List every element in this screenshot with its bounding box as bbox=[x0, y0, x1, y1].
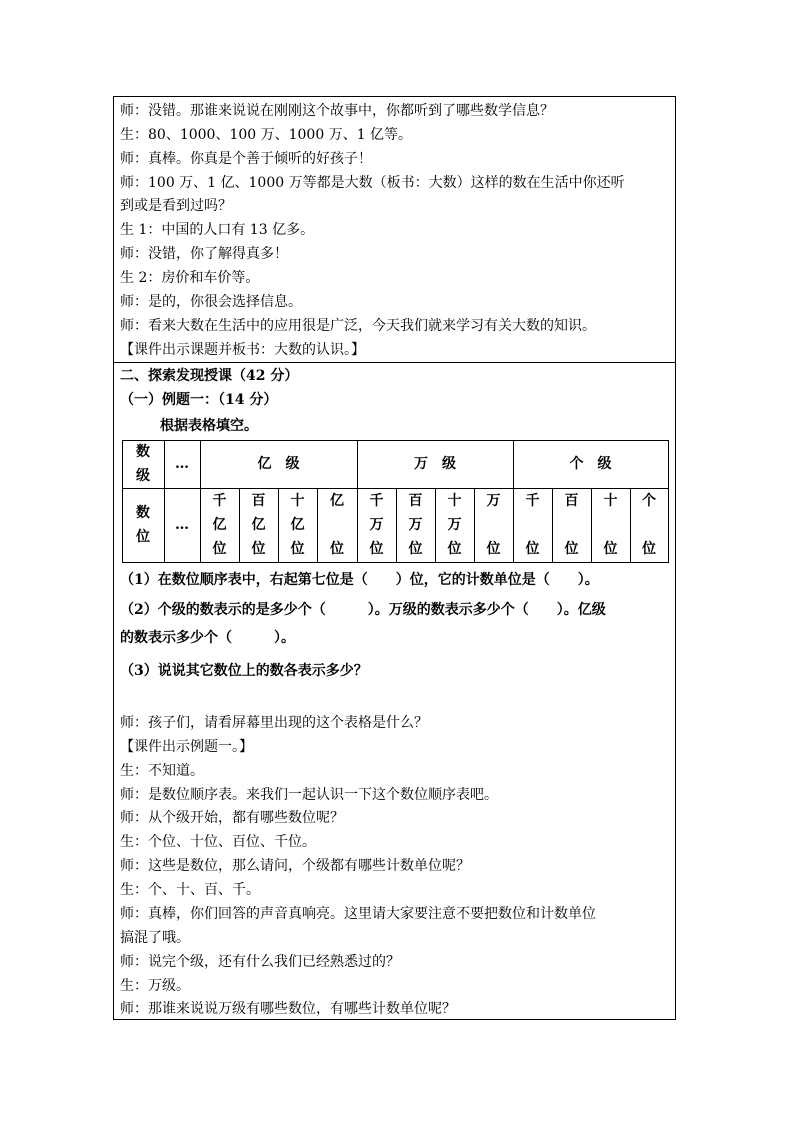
place-cell: 千 万 位 bbox=[369, 493, 384, 557]
place-value-table bbox=[122, 440, 669, 563]
level-ge: 个 级 bbox=[569, 456, 612, 472]
lesson-plan-frame bbox=[113, 96, 676, 1020]
text-line: 师：孩子们，请看屏幕里出现的这个表格是什么？ bbox=[120, 715, 428, 731]
text-line: 师：从个级开始，都有哪些数位呢？ bbox=[120, 810, 344, 826]
text-line: 师：说完个级，还有什么我们已经熟悉过的？ bbox=[120, 954, 400, 970]
text-line: 师：100 万、1 亿、1000 万等都是大数（板书：大数）这样的数在生活中你还听 bbox=[120, 175, 625, 191]
place-cell: 千 位 bbox=[525, 493, 540, 557]
place-cell: 个 位 bbox=[642, 493, 656, 557]
text-line: 搞混了哦。 bbox=[120, 930, 190, 946]
place-cell: 十 位 bbox=[603, 493, 618, 557]
place-cell: 十 万 位 bbox=[447, 493, 462, 557]
text-line: 师：没错。那谁来说说在刚刚这个故事中，你都听到了哪些数学信息？ bbox=[120, 103, 554, 119]
table-row-label-place: 数 位 bbox=[136, 505, 150, 545]
text-line: 生：个、十、百、千。 bbox=[120, 882, 260, 898]
text-line: 师：是数位顺序表。来我们一起认识一下这个数位顺序表吧。 bbox=[120, 787, 498, 803]
text-line: 生 1：中国的人口有 13 亿多。 bbox=[120, 222, 315, 238]
question-3: （3）说说其它数位上的数各表示多少？ bbox=[120, 663, 368, 679]
text-line: 师：这些是数位，那么请问，个级都有哪些计数单位呢？ bbox=[120, 858, 470, 874]
text-line: 生：万级。 bbox=[120, 978, 190, 994]
text-line: 到或是看到过吗？ bbox=[120, 198, 232, 214]
text-line: 生 2：房价和车价等。 bbox=[120, 270, 260, 286]
text-line: 师：看来大数在生活中的应用很是广泛，今天我们就来学习有关大数的知识。 bbox=[120, 318, 596, 334]
text-line: 【课件出示例题一。】 bbox=[120, 739, 253, 755]
place-cell: 千 亿 位 bbox=[212, 493, 227, 557]
question-2-cont: 的数表示多少个（ ）。 bbox=[120, 630, 295, 646]
level-yi: 亿 级 bbox=[257, 456, 300, 472]
text-line: 生：80、1000、100 万、1000 万、1 亿等。 bbox=[120, 127, 413, 143]
place-cell: 万 位 bbox=[486, 493, 501, 557]
text-line: 生：个位、十位、百位、千位。 bbox=[120, 834, 316, 850]
text-line: 师：没错，你了解得真多！ bbox=[120, 246, 288, 262]
table-row-label-level: 数 级 bbox=[136, 444, 150, 484]
text-line: 师：真棒。你真是个善于倾听的好孩子！ bbox=[120, 151, 372, 167]
text-line: 【课件出示课题并板书：大数的认识。】 bbox=[120, 342, 365, 358]
section-title: 二、探索发现授课（42 分） bbox=[120, 368, 299, 384]
example-title: （一）例题一：（14 分） bbox=[120, 392, 278, 408]
text-line: 师：是的，你很会选择信息。 bbox=[120, 294, 302, 310]
table-ellipsis: … bbox=[175, 456, 189, 472]
place-cell: 百 位 bbox=[564, 493, 579, 557]
text-line: 师：那谁来说说万级有哪些数位，有哪些计数单位呢？ bbox=[120, 1001, 456, 1017]
place-cell: 百 亿 位 bbox=[251, 493, 266, 557]
place-cell: 亿 位 bbox=[330, 493, 344, 557]
place-cell: 百 万 位 bbox=[408, 493, 423, 557]
level-wan: 万 级 bbox=[414, 456, 456, 472]
section-divider bbox=[114, 362, 675, 363]
question-1: （1）在数位顺序表中，右起第七位是（ ）位，它的计数单位是（ ）。 bbox=[120, 572, 599, 588]
place-cell: 十 亿 位 bbox=[290, 493, 305, 557]
question-2: （2）个级的数表示的是多少个（ ）。万级的数表示多少个（ ）。亿级 bbox=[120, 602, 606, 618]
table-ellipsis: … bbox=[175, 517, 189, 533]
text-line: 生：不知道。 bbox=[120, 763, 204, 779]
text-line: 师：真棒，你们回答的声音真响亮。这里请大家要注意不要把数位和计数单位 bbox=[120, 906, 596, 922]
instruction: 根据表格填空。 bbox=[160, 418, 258, 434]
